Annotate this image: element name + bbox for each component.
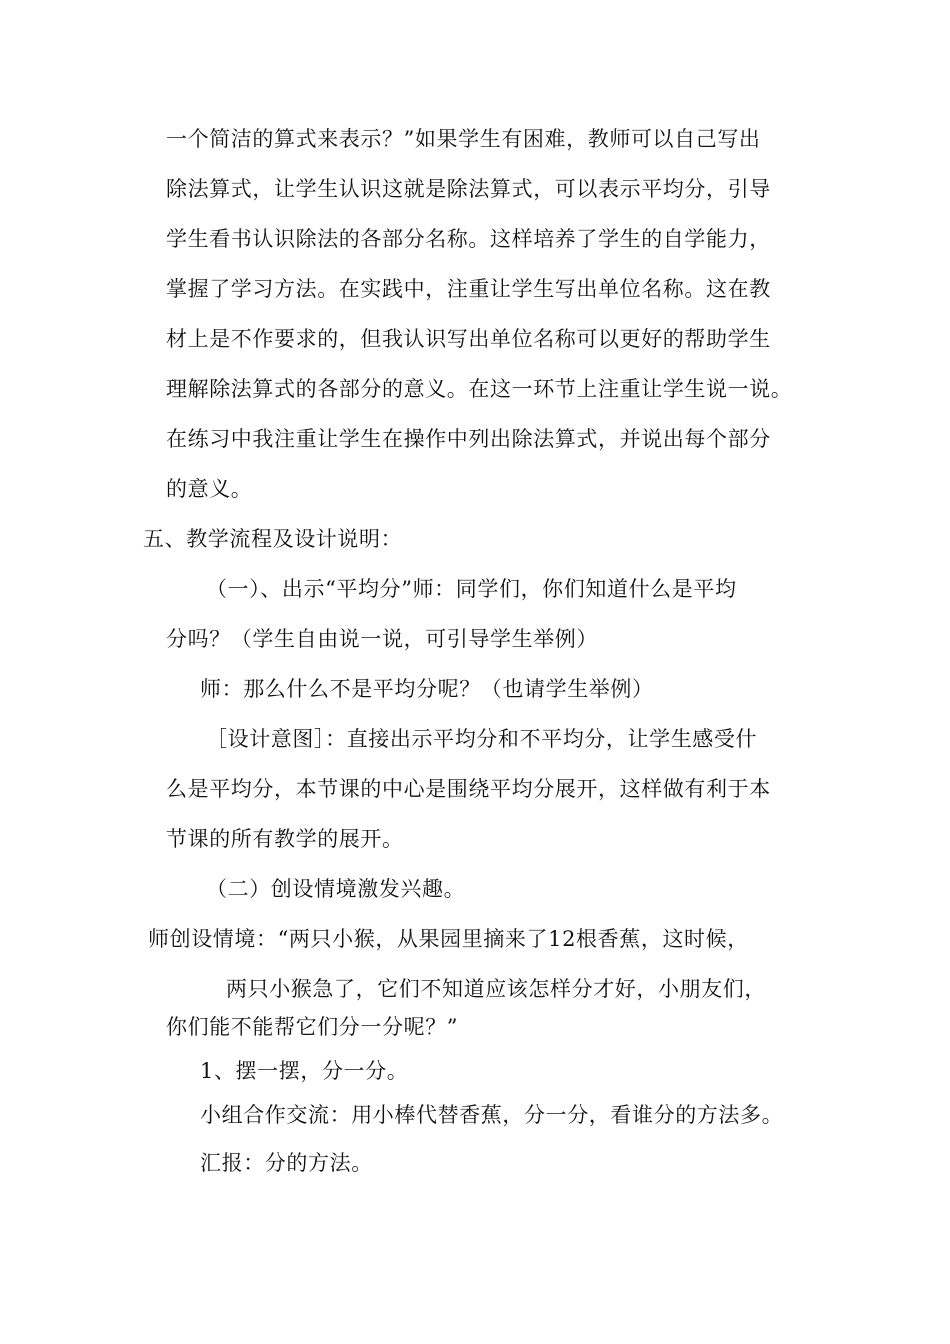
step-one-line: （一）、出示“平均分”师：同学们，你们知道什么是平均 xyxy=(206,577,737,601)
paragraph-line: 学生看书认识除法的各部分名称。这样培养了学生的自学能力， xyxy=(166,227,771,251)
step-two-heading: （二）创设情境激发兴趣。 xyxy=(206,877,466,901)
activity-heading: 1、摆一摆，分一分。 xyxy=(200,1059,409,1083)
paragraph-line: 理解除法算式的各部分的意义。在这一环节上注重让学生说一说。 xyxy=(166,377,793,401)
paragraph-line: 除法算式，让学生认识这就是除法算式，可以表示平均分，引导 xyxy=(166,177,771,201)
paragraph-line: 掌握了学习方法。在实践中，注重让学生写出单位名称。这在教 xyxy=(166,277,771,301)
step-one-line: 分吗？（学生自由说一说，可引导学生举例） xyxy=(166,627,598,651)
design-intent-line: ［设计意图］：直接出示平均分和不平均分，让学生感受什 xyxy=(206,727,758,751)
paragraph-line: 材上是不作要求的，但我认识写出单位名称可以更好的帮助学生 xyxy=(166,327,771,351)
section-heading: 五、教学流程及设计说明： xyxy=(143,527,403,551)
scenario-line: 你们能不能帮它们分一分呢？” xyxy=(166,1015,459,1039)
group-work-line: 小组合作交流：用小棒代替香蕉，分一分，看谁分的方法多。 xyxy=(200,1103,784,1127)
paragraph-line: 的意义。 xyxy=(166,477,253,501)
teacher-question: 师：那么什么不是平均分呢？（也请学生举例） xyxy=(200,677,654,701)
paragraph-line: 一个简洁的算式来表示？”如果学生有困难，教师可以自己写出 xyxy=(166,127,761,151)
scenario-line: 师创设情境：“两只小猴，从果园里摘来了12根香蕉，这时候， xyxy=(148,927,749,951)
scenario-line: 两只小猴急了，它们不知道应该怎样分才好，小朋友们， xyxy=(226,977,766,1001)
design-intent-line: 么是平均分，本节课的中心是围绕平均分展开，这样做有利于本 xyxy=(166,777,771,801)
paragraph-line: 在练习中我注重让学生在操作中列出除法算式，并说出每个部分 xyxy=(166,427,771,451)
design-intent-line: 节课的所有教学的展开。 xyxy=(166,827,404,851)
report-line: 汇报：分的方法。 xyxy=(200,1151,373,1175)
